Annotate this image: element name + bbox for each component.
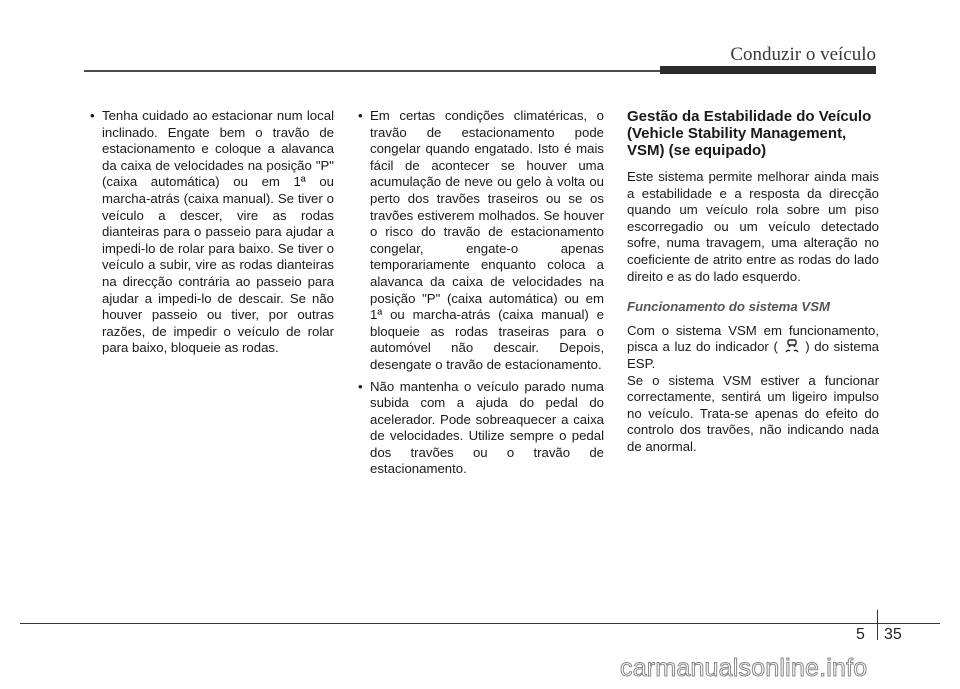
column-3 [627,108,879,456]
footer-rule [20,623,940,624]
footer-divider [877,610,878,640]
bullet-dot: • [358,378,363,394]
para-text-before-icon: Com o sistema VSM em funcionamento, pisca a luz do indicador ( [627,322,879,355]
vsm-operation-paragraph [627,323,879,456]
bullet-item [358,379,604,479]
esp-indicator-icon [784,339,800,353]
column-2 [358,108,604,483]
bullet-dot: • [358,108,363,123]
header-rule-thick [660,66,876,74]
column-1 [90,108,334,362]
section-header-title: Conduzir o veículo [730,44,876,65]
para-text-after-icon: ) do sistema ESP. [627,339,880,371]
chapter-number: 5 [856,626,865,643]
subheading: Funcionamento do sistema VSM [627,299,830,315]
page-number: 35 [884,626,902,643]
bullet-item [90,108,334,357]
vsm-normal-paragraph: Se o sistema VSM estiver a funcionar correctamente, sentirá um ligeiro impulso no veículo. Trata-se apenas do efeito do controlo dos travões, não indicando nada de anormal. [627,372,879,454]
bullet-text: Tenha cuidado ao estacionar num local inclinado. Engate bem o travão de estacionamento e coloque a alavanca da caixa de velocidades na posição "P" (caixa automática) ou em 1ª ou marcha-atrás (caixa manual). Se tiver o veículo a descer, vire as rodas dianteiras para o passeio para ajudar a impedi-lo de rolar para baixo. Se tiver o veículo a subir, vire as rodas dianteiras na direcção contrária ao passeio para ajudar a impedi-lo de descair. Se não houver passeio ou tiver, por outras razões, de impedir o veículo de rolar para baixo, bloqueie as rodas. [102,108,334,356]
header-rule [84,70,664,72]
watermark: carmanualsonline.info [620,654,868,682]
bullet-item [358,108,604,374]
intro-paragraph: Este sistema permite melhorar ainda mais a estabilidade e a resposta da direcção quando um veículo rola sobre um piso escorregadio ou um veículo detectado sofre, numa travagem, uma alteração no coeficiente de atrito entre as rodas do lado direito e as do lado esquerdo. [627,169,879,284]
bullet-text: Em certas condições climatéricas, o travão de estacionamento pode congelar quando engatado. Isto é mais fácil de acontecer se houver uma acumulação de neve ou gelo à volta ou perto dos travões traseiros ou se os travões estiverem molhados. Se houver o risco do travão de estacionamento congelar, engate-o apenas temporariamente enquanto coloca a alavanca da caixa de velocidades na posição "P" (caixa automática) ou em 1ª ou marcha-atrás (caixa manual) e bloqueie as rodas traseiras para o automóvel não descair. Depois, desengate o travão de estacionamento. [370,108,604,372]
bullet-text: Não mantenha o veículo parado numa subida com a ajuda do pedal do acelerador. Pode sobreaquecer a caixa de velocidades. Utilize sempre o pedal dos travões ou o travão de estacionamento. [370,378,604,477]
section-heading: Gestão da Estabilidade do Veículo (Vehicle Stability Management, VSM) (se equipado) [627,108,872,159]
bullet-dot: • [90,108,95,123]
